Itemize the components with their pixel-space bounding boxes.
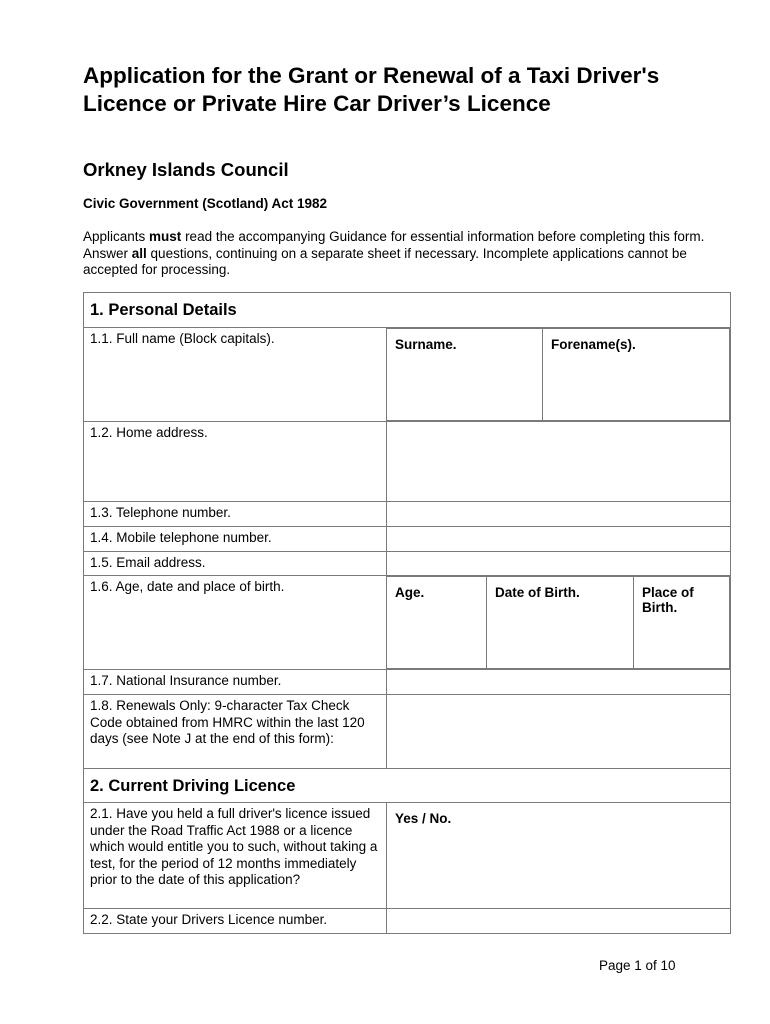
- table-row: [84, 695, 731, 769]
- age-dob-pob-label: 1.6. Age, date and place of birth.: [84, 576, 387, 670]
- council-name: Orkney Islands Council: [83, 159, 289, 180]
- application-form-table: [83, 292, 731, 934]
- section-header-row: [84, 769, 731, 803]
- licence-number-field[interactable]: [387, 909, 731, 934]
- full-licence-question-label: 2.1. Have you held a full driver's licence issued under the Road Traffic Act 1988 or a licence which would entitle you to such, without taking a test, for the period of 12 months immediately prior to the date of this application?: [84, 803, 387, 909]
- table-row: [84, 576, 731, 670]
- home-address-field[interactable]: [387, 422, 731, 502]
- tax-check-code-label: 1.8. Renewals Only: 9-character Tax Check Code obtained from HMRC within the last 120 days (see Note J at the end of this form):: [84, 695, 387, 769]
- table-row: [84, 909, 731, 934]
- intro-part: Applicants: [83, 229, 150, 244]
- date-of-birth-field[interactable]: Date of Birth.: [487, 577, 634, 669]
- table-row: [84, 422, 731, 502]
- intro-emphasis-all: all: [131, 245, 147, 261]
- intro-emphasis-must: must: [149, 229, 182, 244]
- intro-part: read the accompanying Guidance for essential information before completing this form. Answer: [83, 229, 705, 261]
- email-field[interactable]: [387, 552, 731, 576]
- full-name-fields: [387, 328, 731, 422]
- place-of-birth-field[interactable]: Place of Birth.: [634, 577, 730, 669]
- table-row: [84, 527, 731, 552]
- age-field[interactable]: Age.: [387, 577, 487, 669]
- table-row: [84, 502, 731, 527]
- home-address-label: 1.2. Home address.: [84, 422, 387, 502]
- yes-no-field[interactable]: Yes / No.: [387, 803, 731, 909]
- email-label: 1.5. Email address.: [84, 552, 387, 576]
- tax-check-code-field[interactable]: [387, 695, 731, 769]
- table-row: [84, 328, 731, 422]
- telephone-label: 1.3. Telephone number.: [84, 502, 387, 527]
- ni-number-label: 1.7. National Insurance number.: [84, 670, 387, 695]
- surname-field[interactable]: Surname.: [387, 329, 543, 421]
- age-dob-pob-fields: [387, 576, 731, 670]
- mobile-field[interactable]: [387, 527, 731, 552]
- licence-number-label: 2.2. State your Drivers Licence number.: [84, 909, 387, 934]
- section-header-row: [84, 293, 731, 328]
- table-row: [84, 552, 731, 576]
- forenames-field[interactable]: Forename(s).: [543, 329, 730, 421]
- form-title: Application for the Grant or Renewal of a Taxi Driver's Licence or Private Hire Car Driver’s Licence: [83, 63, 660, 116]
- ni-number-field[interactable]: [387, 670, 731, 695]
- intro-text: [83, 229, 723, 279]
- act-name: Civic Government (Scotland) Act 1982: [83, 196, 328, 211]
- section-1-heading: 1. Personal Details: [84, 293, 731, 328]
- telephone-field[interactable]: [387, 502, 731, 527]
- full-name-label: 1.1. Full name (Block capitals).: [84, 328, 387, 422]
- intro-part: questions, continuing on a separate sheet if necessary. Incomplete applications cannot be accepted for processing.: [83, 245, 687, 277]
- section-2-heading: 2. Current Driving Licence: [84, 769, 731, 803]
- page-number: Page 1 of 10: [599, 958, 676, 973]
- table-row: [84, 803, 731, 909]
- mobile-label: 1.4. Mobile telephone number.: [84, 527, 387, 552]
- table-row: [84, 670, 731, 695]
